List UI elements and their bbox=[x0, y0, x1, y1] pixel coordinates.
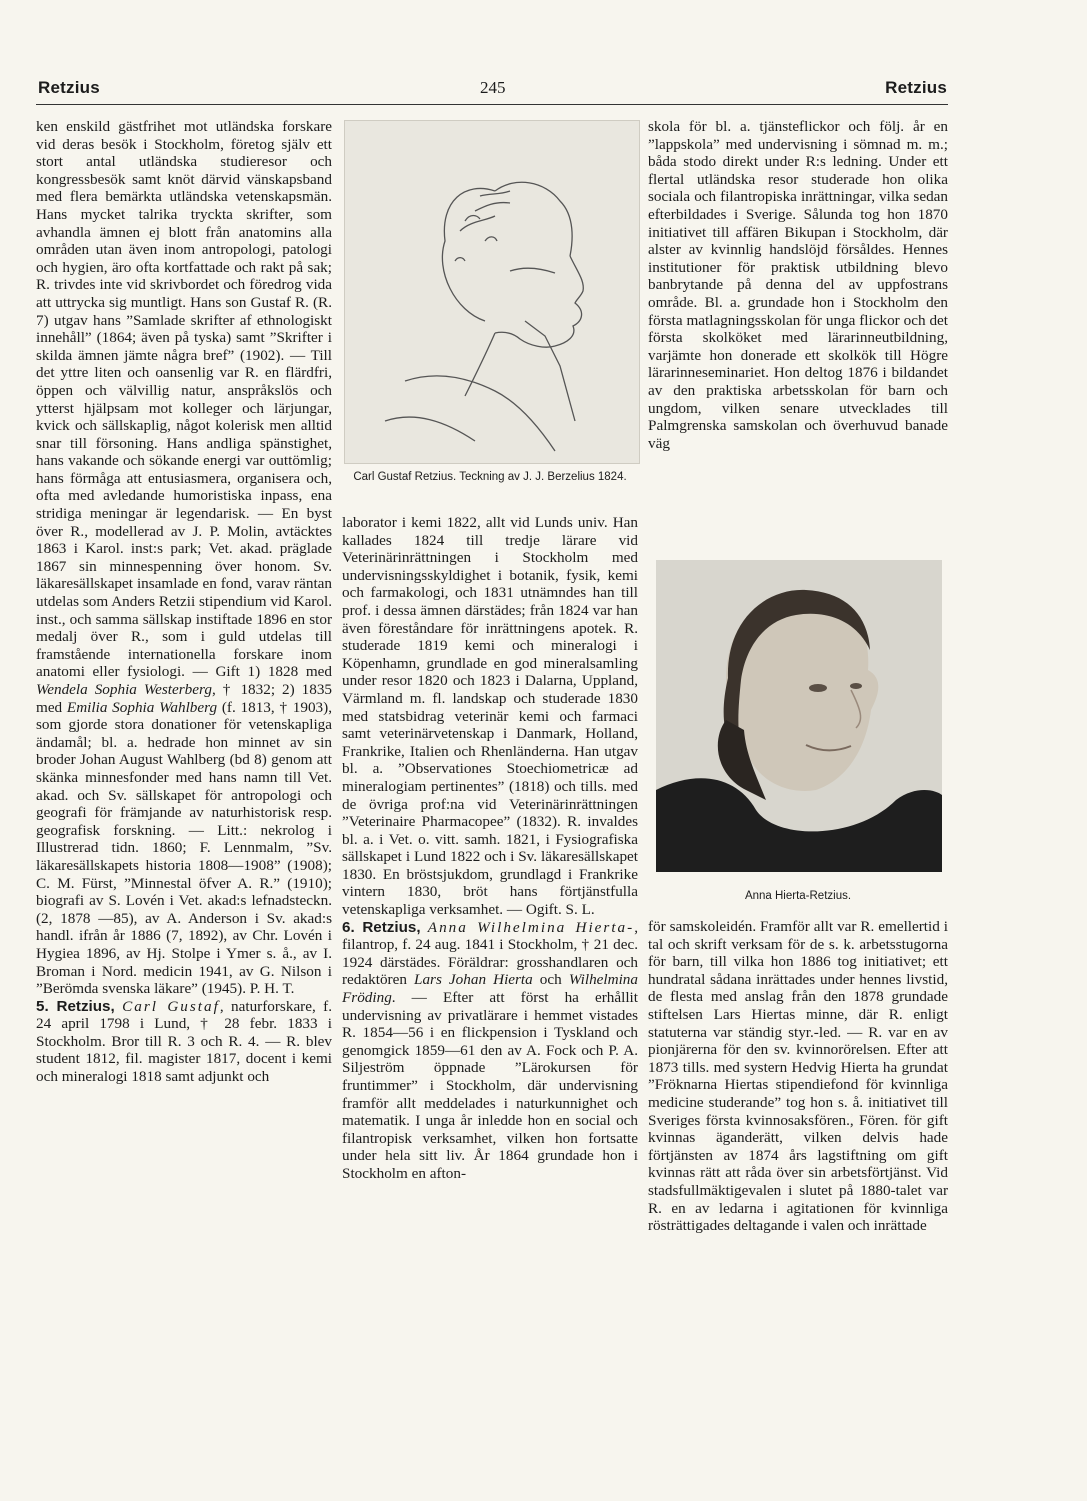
photo-drawing bbox=[656, 560, 942, 872]
col1-paragraph bbox=[36, 118, 332, 998]
sketch-drawing bbox=[345, 121, 639, 463]
column-1 bbox=[36, 118, 332, 1086]
col1-wife1: Wendela Sophia Westerberg bbox=[36, 681, 212, 698]
running-head-right: Retzius bbox=[885, 78, 947, 97]
header-rule bbox=[36, 104, 948, 105]
entry-5 bbox=[36, 998, 332, 1086]
entry-6-heading: 6. Retzius, bbox=[342, 918, 421, 936]
entry-6 bbox=[342, 919, 638, 1183]
running-head-left: Retzius bbox=[38, 78, 100, 97]
entry-6-rest: . — Efter att först ha erhållit undervisning av privatlärare i hemmet vistades R. 1854—56 i en flickpension i Tyskland och genomgick 1859—61 den av A. Fock och P. A. Siljeström öppnade ”Lärokursen för fruntimmer” i Stockholm, där undervisning framför allt meddelades i naturkunnighet och matematik. I unga år inledde hon en social och filantropisk verksamhet, vilken hon fortsatte under hela sitt liv. År 1864 grundade hon i Stockholm en afton- bbox=[342, 989, 638, 1182]
col1-text: ken enskild gästfrihet mot utländska forskare vid deras besök i Stockholm, företog själv ett stort antal utländska studieresor och kongressbesök samt knöt därvid vänskapsband med flera bemärkta utländska vetenskapsmän. Hans mycket talrika tryckta skrifter, som avhandla ämnen ej blott från anatomins alla områden utan även inom antropologi, patologi och hygien, äro ofta kortfattade och rakt på sak; R. trivdes inte vid skrivbordet och föredrog vida att uttrycka sig muntligt. Hans son Gustaf R. (R. 7) utgav hans ”Samlade skrifter af ethnologiskt innehåll” (1864; även på tyska) samt ”Skrifter i skilda ämnen jämte några bref” (1902). — Till det yttre liten och oansenlig var R. en flärdfri, öppen och välvillig natur, anspråkslös och ytterst hjälpsam mot kolleger och lärjungar, kvick och sällskaplig, något kolerisk men alltid snar till försoning. Hans andliga spänstighet, hans vakande och sökande energi var outtömlig; hans förmåga att entusiasmera, organisera och, ofta med avledande humoristiska inpass, ena stridiga meningar är legendarisk. — En byst över R., modellerad av J. P. Molin, avtäcktes 1863 i Karol. inst:s park; Vet. akad. präglade 1867 sin minnespenning över honom. Sv. läkaresällskapet insamlade en fond, varav räntan utdelas som Anders Retzii stipendium vid Karol. inst., och samma sällskap instiftade 1896 en stor medalj över R., som i guld utdelas till framstående internationella forskare inom anatomi eller fysiologi. — Gift 1) 1828 med bbox=[36, 118, 332, 681]
portrait-photo-anna-hierta-retzius bbox=[656, 560, 942, 872]
col3b-paragraph: för samskoleidén. Framför allt var R. emellertid i tal och skrift verksam för de s. k. arbetsstugorna för barn, till vilka hon 1886 tog initiativet; ett hundratal sådana inrättades under hennes livstid, de flesta med anslag från den 1878 grundade stiftelsen Lars Hiertas minne, där R. enligt statuterna var ständig styr.-led. — R. var en av pionjärerna för den sv. kvinnorörelsen. Efter att 1873 tills. med systern Hedvig Hierta ha grundat ”Fröknarna Hiertas stipendiefond för kvinnliga medicine studerande” tog hon s. å. initiativet till Sveriges första kvinnosaksfören., Fören. för gift kvinnas äganderätt, vilken delvis hade förtjänsten av 1874 års lagstiftning om gift kvinnas rätt att råda över sin arbetsförtjänst. Vid stadsfullmäktigevalen i slutet på 1880-talet var R. en av ledarna i agitationen för kvinnliga rösträttigades deltagande i valen och inrättade bbox=[648, 918, 948, 1235]
caption-figure-2: Anna Hierta-Retzius. bbox=[744, 890, 852, 902]
entry-6-text: , filantrop, f. 24 aug. 1841 i Stockholm, † 21 dec. 1924 därstädes. Föräldrar: grosshandlaren och redaktören bbox=[342, 918, 639, 989]
entry-5-heading: 5. Retzius, bbox=[36, 997, 115, 1015]
col3-paragraph: skola för bl. a. tjänsteflickor och följ. år en ”lappskola” med undervisning i sömnad m. m.; båda stodo direkt under R:s ledning. Under ett flertal utländska resor studerade hon olika sociala och filantropiska inrättningar, vilka sedan efterbildades i Sverige. Sålunda tog hon 1870 initiativet till affären Bikupan i Stockholm, där alster av kvinnlig handslöjd försåldes. Hennes institutioner för praktisk utbildning blevo banbrytande på denna del av uppfostrans område. Bl. a. grundade hon i Stockholm den första matlagningsskolan för unga flickor och det första skolköket med lärarinneutbildning, varjämte hon donerade ett skolkök till Högre lärarinneseminariet. Hon deltog 1876 i bildandet av den praktiska arbetsskolan för barn och ungdom, vilken senare utvecklades till Palmgrenska samskolan och överhuvud banade väg bbox=[648, 118, 948, 452]
entry-6-father: Lars Johan Hierta bbox=[414, 971, 533, 989]
col1-rest: (f. 1813, † 1903), som gjorde stora donationer för vetenskapliga ändamål; bl. a. hedrade hon minnet av sin broder Johan August Wahlberg (bd 8) genom att skänka minnesfonder med hans namn till Vet. akad. och Sv. sällskapet för antropologi och geografi för främjande av naturhistorisk resp. geografisk forskning. — Litt.: nekrolog i Illustrerad tidn. 1860; F. Lennmalm, ”Sv. läkaresällskapets historia 1808—1908” (1908); C. M. Fürst, ”Minnestal öfver A. R.” (1910); biografi av S. Lovén i Vet. akad:s lefnadsteckn. (2, 1878 —85), av A. Anderson i Sv. akad:s handl. ifrån år 1886 (7, 1892), av Chr. Lovén i Hygiea 1896, av Hj. Stolpe i Ymer s. å., av I. Broman i Nord. medicin 1941, av G. Nilson i ”Berömda svenska läkare” (1945). P. H. T. bbox=[36, 698, 332, 998]
entry-5-text: , naturforskare, f. 24 april 1798 i Lund, † 28 febr. 1833 i Stockholm. Bror till R. 3 och R. 4. — R. blev student 1812, fil. magister 1817, docent i kemi och mineralogi 1818 samt adjunkt och bbox=[36, 997, 333, 1086]
caption-figure-1: Carl Gustaf Retzius. Teckning av J. J. Berzelius 1824. bbox=[353, 471, 627, 483]
entry-5-name: Carl Gustaf bbox=[122, 997, 220, 1015]
column-3 bbox=[648, 118, 948, 452]
col1-mid: , † 1832; 2) 1835 med bbox=[36, 681, 333, 716]
col2-paragraph: laborator i kemi 1822, allt vid Lunds univ. Han kallades 1824 till tredje lärare vid Veterinärinrättningen i Stockholm med undervisningsskyldighet i botanik, fysik, kemi och farmakologi, och 1831 utnämndes han till prof. i dessa ämnen därstädes; från 1824 var han även föreståndare för inrättningens apotek. R. studerade 1819 kemi och mineralogi i Köpenhamn, grundlade en god mineralsamling under resor 1820 och 1823 i Dalarna, Uppland, Värmland m. fl. landskap och studerade 1830 med statsbidrag veterinär kemi och farmaci samt veterinärvetenskap i Danmark, Holland, Frankrike, Italien och Rhenländerna. Han utgav bl. a. ”Observationes Stoechiometricæ ad mineralogiam pertinentes” (1818) och tills. med de övriga prof:na vid Veterinärinrättningen ”Veterinaire Pharmacopee” (1832). R. invaldes bl. a. i Vet. o. vitt. samh. 1821, i Fysiografiska sällskapet i Lund 1822 och i Sv. läkaresällskapet 1830. En bröstsjukdom, grundlagd i Frankrike vintern 1830, bröt hans förtjänstfulla vetenskapliga verksamhet. — Ogift. S. L. bbox=[342, 514, 638, 919]
entry-6-and: och bbox=[532, 971, 562, 989]
column-2 bbox=[342, 514, 638, 1183]
col1-wife2: Emilia Sophia Wahlberg bbox=[66, 698, 218, 716]
entry-6-name: Anna Wilhelmina Hierta- bbox=[427, 918, 635, 936]
page-number: 245 bbox=[480, 78, 506, 97]
column-3-continued bbox=[648, 918, 948, 1235]
entry-6-mother: Wilhelmina Fröding bbox=[342, 971, 638, 1007]
portrait-sketch-carl-gustaf-retzius bbox=[344, 120, 640, 464]
